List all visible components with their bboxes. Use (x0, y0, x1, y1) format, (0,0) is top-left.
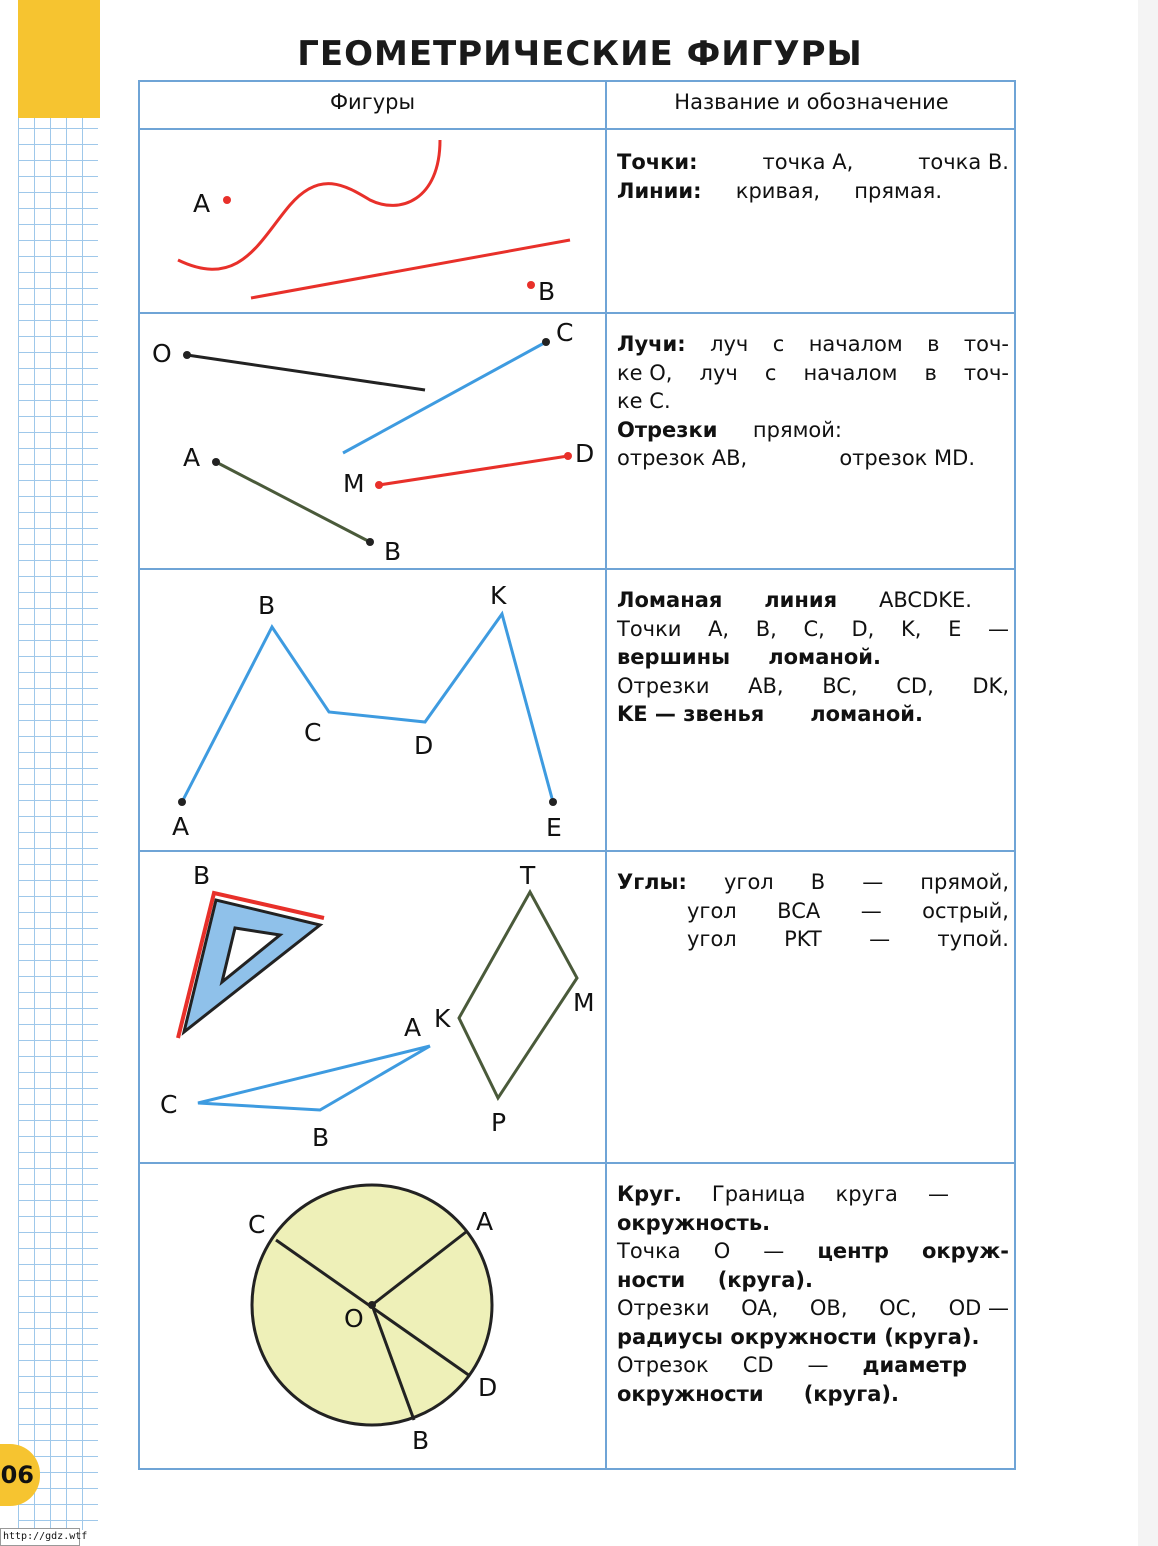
text-segment: — (987, 616, 1009, 641)
text-segment: CD (742, 1353, 774, 1377)
text-segment: луч (699, 360, 738, 385)
label-a: A (172, 812, 190, 841)
text-segment: ломаной. (768, 645, 881, 669)
row-3-figure (172, 581, 562, 842)
rhombus-tmpk (459, 892, 577, 1098)
text-segment: Точка (617, 1239, 681, 1263)
text-segment: Углы: (617, 870, 687, 894)
text-segment: (круга). (803, 1381, 899, 1406)
text-segment: BC, (822, 673, 858, 698)
text-segment: KE — звенья (617, 702, 765, 726)
ray-o (187, 355, 425, 390)
label-m: M (573, 988, 595, 1017)
text-segment: вершины (617, 645, 731, 669)
ray-c (343, 342, 546, 453)
row-2-figure (152, 318, 594, 566)
label-b: B (193, 861, 211, 890)
point-c (542, 338, 550, 346)
text-segment: угол (723, 870, 774, 894)
text-segment: OD — (948, 1296, 1009, 1320)
point-o (183, 351, 191, 359)
label-e: E (546, 813, 562, 842)
text-segment: Отрезки (617, 417, 718, 442)
text-segment: окружность. (617, 1210, 771, 1235)
text-segment: в (927, 332, 940, 356)
text-segment: OB, (809, 1296, 848, 1320)
label-b: B (538, 277, 556, 306)
text-segment: Отрезок (617, 1353, 709, 1377)
label-b: B (412, 1426, 430, 1455)
label-a: A (193, 189, 211, 218)
text-segment: острый, (922, 898, 1009, 923)
row-4-figure (160, 861, 595, 1152)
label-b: B (312, 1123, 330, 1152)
text-segment: A, (708, 616, 730, 641)
header-names: Название и обозначение (674, 90, 949, 114)
label-c: C (304, 718, 322, 747)
text-segment: AB, (748, 673, 784, 698)
point-d (564, 452, 572, 460)
label-b: B (258, 591, 276, 620)
page-title: ГЕОМЕТРИЧЕСКИЕ ФИГУРЫ (297, 34, 863, 74)
text-segment: линия (764, 588, 838, 612)
text-segment: кривая, (735, 178, 820, 203)
text-segment: точка B. (918, 150, 1009, 174)
label-k: K (434, 1004, 451, 1033)
text-segment: ности (617, 1267, 686, 1292)
page-number: 06 (0, 1444, 40, 1506)
text-segment: (круга). (717, 1267, 813, 1292)
text-segment: в (924, 360, 937, 385)
center-o (368, 1301, 376, 1309)
text-segment: — (869, 927, 891, 951)
label-o: O (344, 1304, 364, 1333)
text-segment: диаметр (862, 1353, 967, 1377)
curve-line (178, 140, 440, 269)
text-segment: круга (835, 1182, 898, 1206)
text-segment: ломаной. (810, 702, 923, 726)
text-segment: отрезок MD. (839, 446, 975, 470)
label-a: A (404, 1013, 422, 1042)
row-1-figure (178, 140, 570, 306)
label-d: D (414, 731, 434, 760)
label-o: O (152, 339, 172, 368)
label-a: A (183, 443, 201, 472)
point-b (527, 281, 535, 289)
label-k: K (490, 581, 507, 610)
text-segment: началом (803, 360, 898, 385)
label-a: A (476, 1207, 494, 1236)
text-segment: Круг. (617, 1182, 682, 1206)
text-segment: началом (808, 332, 903, 356)
straight-line (251, 240, 570, 298)
text-segment: Лучи: (617, 332, 686, 356)
text-segment: — (927, 1182, 949, 1206)
acute-angle-bca (198, 1046, 430, 1110)
label-c: C (556, 318, 574, 347)
label-c: C (160, 1090, 178, 1119)
watermark: http://gdz.wtf (0, 1528, 80, 1546)
vertex-a (178, 798, 186, 806)
text-segment: — (763, 1239, 785, 1263)
text-segment: прямой, (920, 870, 1009, 894)
text-segment: — (807, 1353, 829, 1377)
text-segment: окружности (617, 1381, 764, 1406)
label-d: D (575, 439, 595, 468)
text-segment: C, (803, 616, 825, 641)
text-segment: K, (900, 616, 922, 641)
text-segment: B (810, 870, 826, 894)
label-d: D (478, 1373, 498, 1402)
text-segment: B, (755, 616, 777, 641)
text-segment: Граница (711, 1182, 806, 1206)
text-segment: ке C. (617, 389, 671, 413)
text-segment: Точки (617, 616, 682, 641)
text-segment: точ- (963, 360, 1009, 385)
vertex-e (549, 798, 557, 806)
text-segment: с (772, 332, 785, 356)
text-segment: тупой. (937, 927, 1009, 951)
point-m (375, 481, 383, 489)
text-segment: луч (710, 332, 749, 356)
text-segment: центр (817, 1239, 889, 1263)
text-segment: — (860, 898, 882, 923)
set-square (184, 900, 320, 1032)
text-segment: угол (687, 927, 737, 951)
text-segment: CD, (896, 673, 934, 698)
label-t: T (520, 861, 536, 890)
polyline-abcdke (182, 614, 553, 802)
text-segment: ABCDKE. (879, 588, 972, 612)
text-segment: с (764, 360, 777, 385)
point-b (366, 538, 374, 546)
point-a (223, 196, 231, 204)
text-segment: Ломаная (617, 588, 723, 612)
segment-md (379, 456, 568, 485)
point-a (212, 458, 220, 466)
row-5-figure (248, 1185, 497, 1455)
label-b: B (384, 537, 402, 566)
text-segment: прямая. (854, 178, 942, 203)
text-segment: ке O, (617, 360, 673, 385)
text-segment: PKT (784, 927, 822, 951)
label-p: P (491, 1108, 507, 1137)
text-segment: D, (851, 616, 875, 641)
text-segment: Отрезки (617, 1296, 710, 1320)
text-segment: Точки: (617, 150, 698, 174)
text-segment: DK, (972, 673, 1009, 698)
text-segment: точка A, (762, 150, 854, 174)
text-segment: O (713, 1239, 731, 1263)
text-segment: радиусы окружности (круга). (617, 1324, 980, 1349)
text-segment: Линии: (617, 178, 702, 203)
text-segment: Отрезки (617, 673, 710, 698)
text-segment: угол (687, 898, 737, 923)
text-segment: отрезок AB, (617, 446, 748, 470)
text-segment: OA, (741, 1296, 779, 1320)
text-segment: — (862, 870, 884, 894)
header-figures: Фигуры (329, 90, 416, 114)
text-segment: OC, (879, 1296, 917, 1320)
text-segment: BCA (777, 898, 821, 923)
label-c: C (248, 1210, 266, 1239)
text-segment: точ- (963, 332, 1009, 356)
text-segment: прямой: (752, 417, 842, 442)
label-m: M (343, 469, 365, 498)
text-segment: окруж- (921, 1239, 1009, 1263)
text-segment: E (948, 616, 962, 641)
